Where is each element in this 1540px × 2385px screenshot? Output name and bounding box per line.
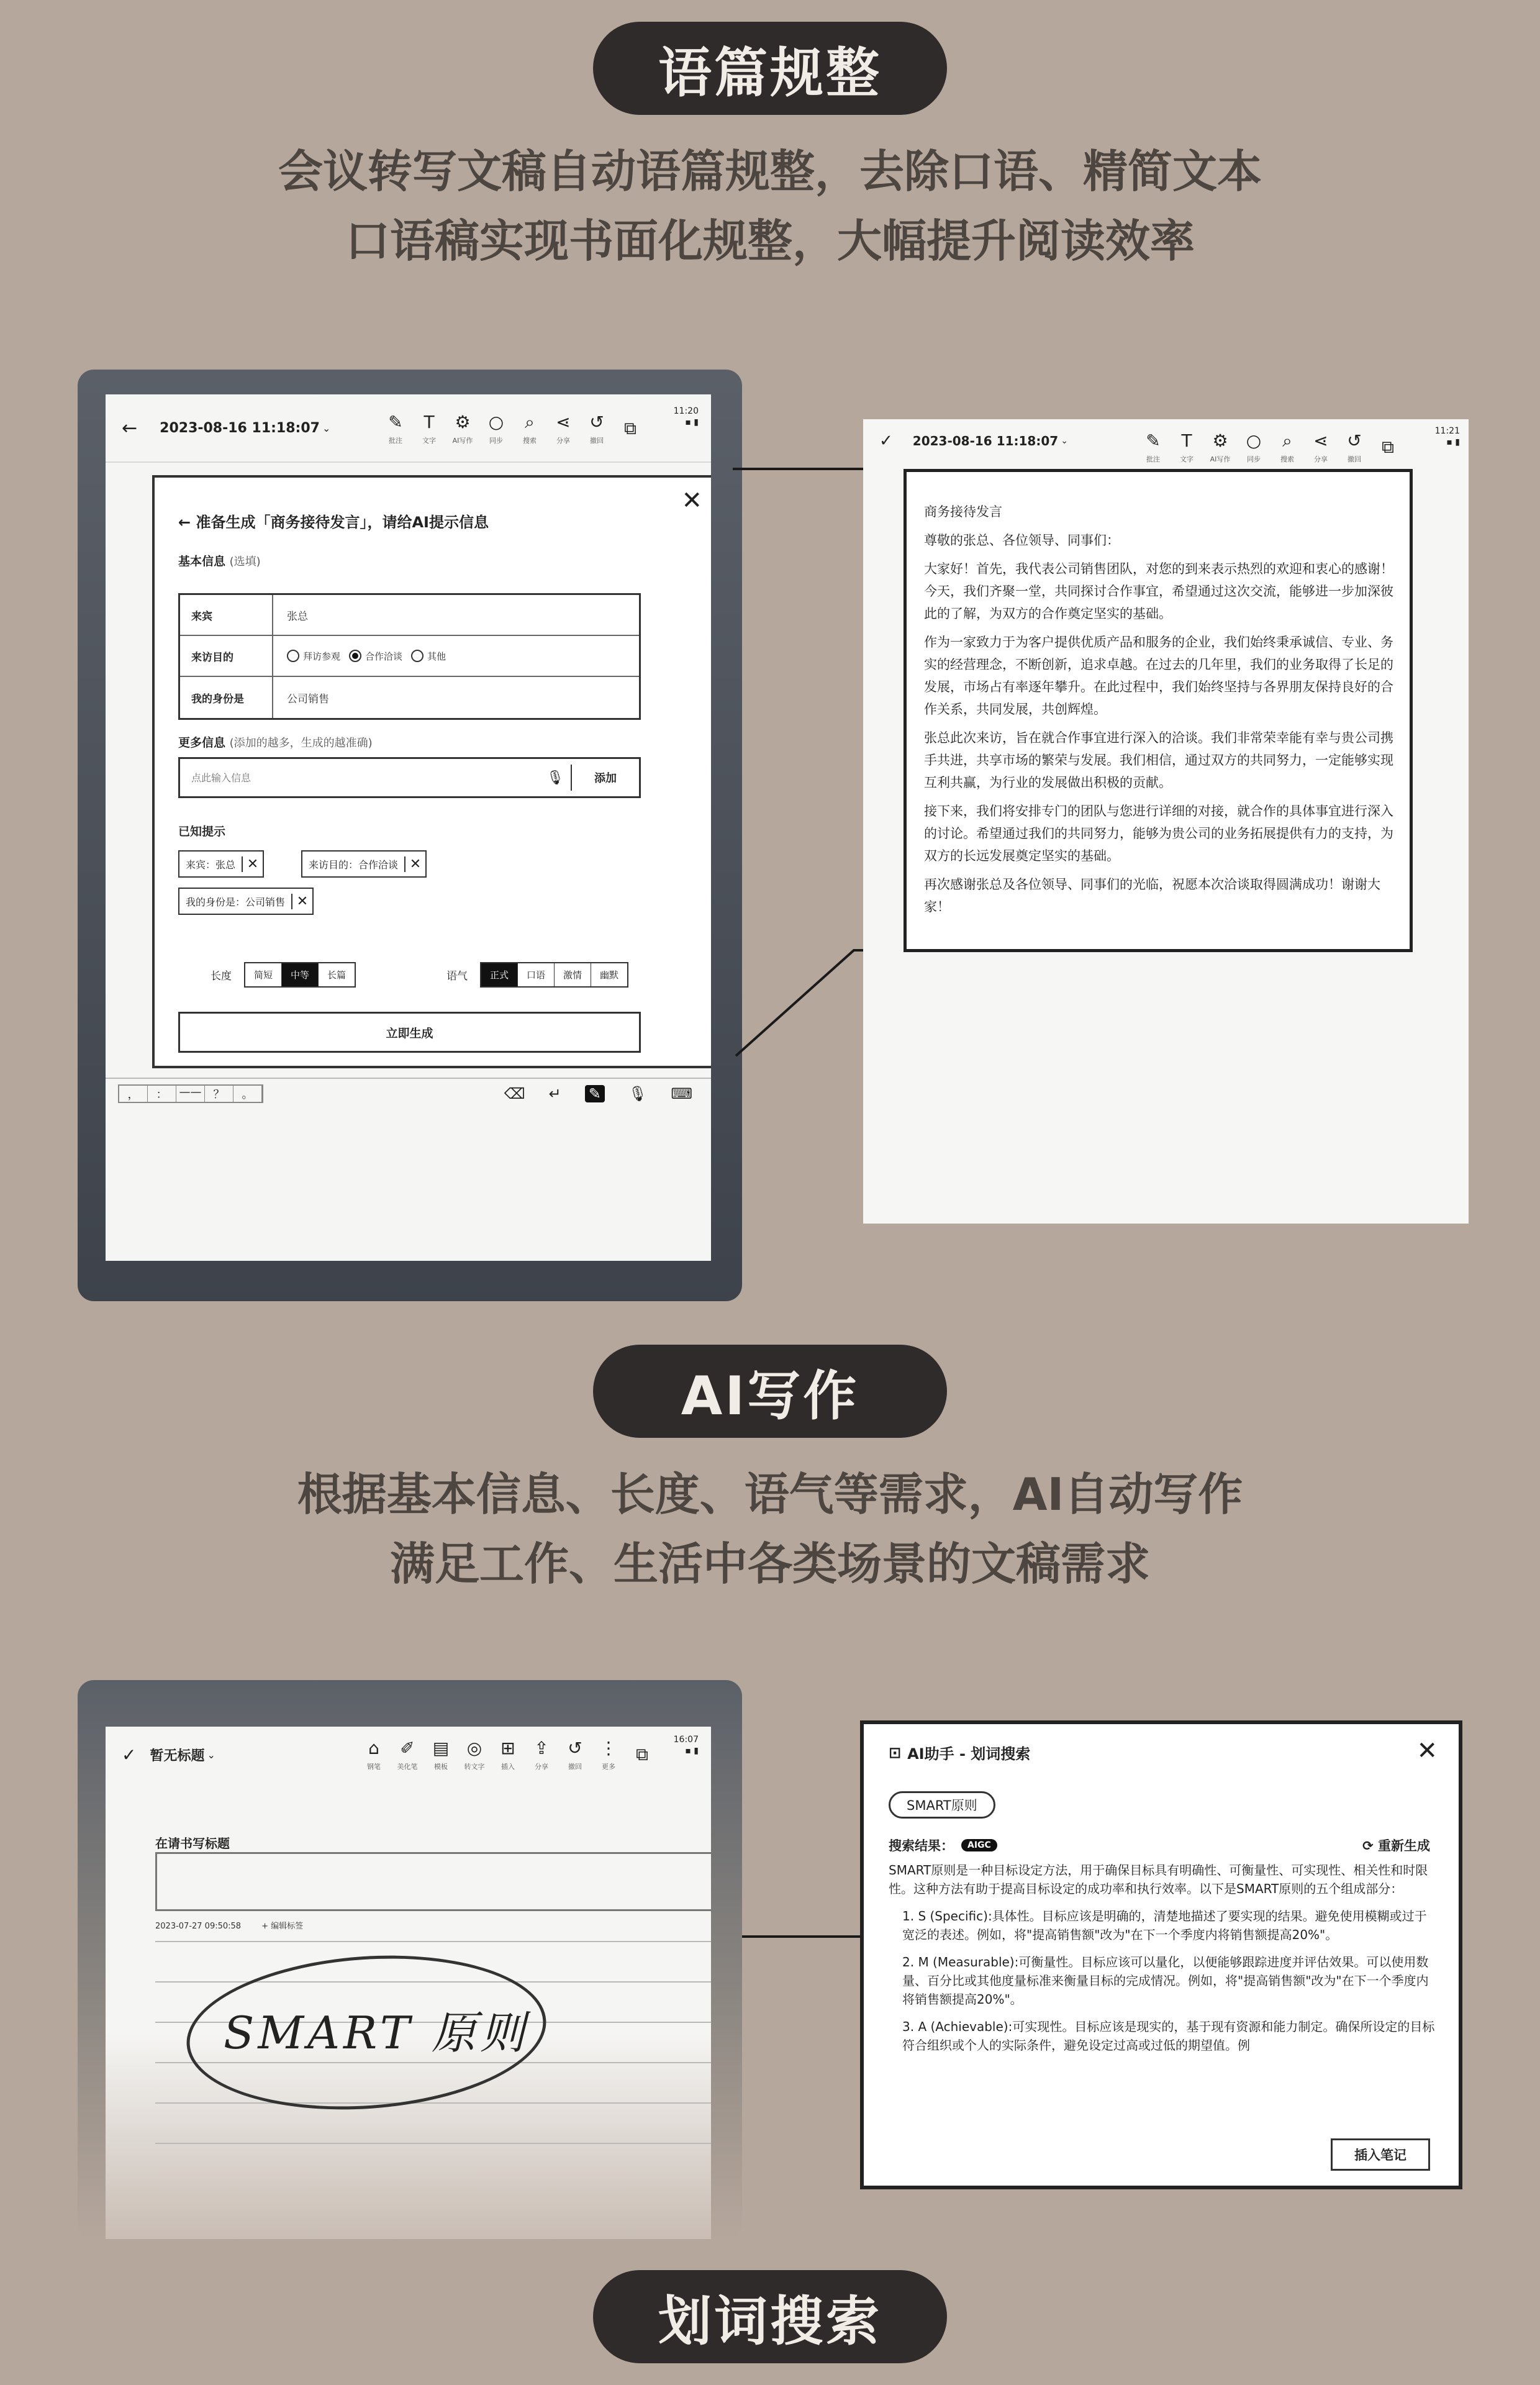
segment-option[interactable]: 中等 [282, 963, 319, 986]
table-row [180, 636, 639, 677]
close-icon[interactable]: ✕ [681, 486, 702, 515]
toolbar-button[interactable] [1270, 419, 1304, 475]
input-icons [504, 1085, 692, 1102]
ruled-line [155, 1941, 711, 1942]
ruled-line [155, 2143, 711, 2144]
tool-icon: ⌕ [1282, 430, 1292, 451]
section-subtitle-2: 口语稿实现书面化规整，大幅提升阅读效率 [345, 215, 1195, 267]
handwriting-text[interactable]: SMART 原则 [224, 2007, 528, 2059]
pen-icon[interactable]: ✎ [585, 1085, 605, 1102]
chevron-down-icon[interactable]: ⌄ [207, 1748, 215, 1761]
punctuation-key[interactable]: 。 [233, 1086, 262, 1102]
back-arrow-icon[interactable]: ← [122, 417, 138, 439]
remove-chip-icon[interactable]: ✕ [291, 894, 312, 909]
punctuation-key[interactable]: ： [148, 1086, 176, 1102]
panel-title: ⊡ AI助手 - 划词搜索 [889, 1743, 1031, 1763]
regenerate-button[interactable]: ⟳ 重新生成 [1362, 1838, 1430, 1853]
field-key: 来访目的 [180, 636, 273, 676]
tool-icon: ◎ [466, 1738, 482, 1758]
tool-label: 撤回 [568, 1763, 582, 1771]
toolbar-button[interactable] [379, 401, 412, 457]
tool-label: 撤回 [1348, 455, 1361, 463]
status-clock: 16:07 ▪ ▮ [673, 1735, 699, 1756]
note-date[interactable]: 2023-08-16 11:18:07 [160, 420, 320, 436]
more-info-label: 更多信息 (添加的越多，生成的越准确) [178, 736, 373, 750]
check-icon[interactable]: ✓ [879, 432, 893, 450]
result-paragraph: 1. S (Specific):具体性。目标应该是明确的，清楚地描述了要实现的结果。避免使用模糊或过于宽泛的表述。例如，将"提高销售额"改为"在下一个季度内将销售额提高20%"。 [902, 1909, 1427, 1942]
aigc-badge: AIGC [961, 1839, 997, 1851]
close-icon[interactable]: ✕ [1416, 1737, 1438, 1765]
tool-label: AI写作 [1210, 455, 1231, 463]
tool-icon: ⋖ [556, 412, 571, 432]
tool-icon: T [1181, 430, 1192, 451]
segment-option[interactable]: 激情 [555, 963, 591, 986]
title-input-box[interactable] [155, 1852, 711, 1911]
tool-label: 同步 [489, 437, 503, 445]
section-title-word-search: 划词搜索 [593, 2270, 947, 2363]
field-key: 来宾 [180, 595, 273, 635]
note-meta: 2023-07-27 09:50:58 + 编辑标签 [155, 1922, 304, 1931]
basic-info-table [178, 593, 641, 720]
segment-option[interactable]: 简短 [245, 963, 282, 986]
generate-button[interactable]: 立即生成 [178, 1012, 641, 1053]
tool-icon: ⌂ [368, 1738, 379, 1758]
tool-label: 转文字 [464, 1763, 485, 1771]
tool-label: 分享 [1314, 455, 1328, 463]
identity-field[interactable]: 公司销售 [287, 693, 329, 706]
toolbar-button[interactable] [424, 1727, 458, 1783]
result-paragraph: SMART原则是一种目标设定方法，用于确保目标具有明确性、可衡量性、可实现性、相关性和时限性。这种方法有助于提高目标设定的成功率和执行效率。以下是SMART原则的五个组成部分： [889, 1863, 1428, 1896]
toolbar-button[interactable] [592, 1727, 625, 1783]
toolbar-button[interactable] [580, 401, 614, 457]
page-view-icon[interactable]: ⧉ [1382, 437, 1394, 457]
ai-assistant-panel [860, 1720, 1462, 2189]
keyboard-icon[interactable]: ⌨ [671, 1085, 692, 1102]
device-screen [106, 1727, 711, 2239]
toolbar-button[interactable] [1338, 419, 1371, 475]
mic-icon[interactable]: 🎙 [628, 1085, 648, 1102]
chevron-down-icon[interactable]: ⌄ [1061, 436, 1068, 446]
toolbar [379, 401, 647, 457]
status-clock: 11:20 ▪ ▮ [673, 406, 699, 427]
toolbar-button[interactable] [391, 1727, 424, 1783]
tool-label: 插入 [501, 1763, 515, 1771]
ai-prompt-dialog [152, 475, 711, 1068]
input-toolbar [106, 1078, 711, 1109]
tool-icon: ○ [1246, 430, 1262, 451]
tone-selector [446, 962, 628, 988]
known-tips-label: 已知提示 [178, 825, 226, 838]
tool-label: 撤回 [590, 437, 604, 445]
insert-note-button[interactable]: 插入笔记 [1331, 2138, 1430, 2171]
document-paragraph: 再次感谢张总及各位领导、同事们的光临，祝愿本次洽谈取得圆满成功！谢谢大家！ [924, 877, 1380, 914]
tool-label: 更多 [602, 1763, 615, 1771]
toolbar-button[interactable] [558, 1727, 592, 1783]
tool-icon: ↺ [589, 412, 604, 432]
guest-field[interactable]: 张总 [287, 610, 308, 623]
document-paragraph: 商务接待发言 [924, 504, 1002, 519]
tool-label: 钢笔 [367, 1763, 381, 1771]
tool-icon: ⋖ [1313, 430, 1328, 451]
section-title-discourse: 语篇规整 [593, 22, 947, 115]
ruled-line [155, 2102, 711, 2104]
toolbar-button[interactable] [513, 401, 546, 457]
punctuation-key[interactable]: —— [176, 1086, 205, 1102]
edit-tag-link[interactable]: + 编辑标签 [261, 1922, 304, 1931]
document-paragraph: 大家好！首先，我代表公司销售团队，对您的到来表示热烈的欢迎和衷心的感谢！今天，我们齐聚一堂，共同探讨合作事宜，希望通过这次交流，能够进一步加深彼此的了解，为双方的合作奠定坚实的基础。 [924, 561, 1393, 621]
tool-label: 模板 [434, 1763, 448, 1771]
backspace-icon[interactable]: ⌫ [504, 1085, 525, 1102]
segment-option[interactable]: 口语 [518, 963, 555, 986]
tip-chip: 我的身份是：公司销售 ✕ [178, 888, 314, 915]
tool-icon: ⊞ [500, 1738, 515, 1758]
tool-label: 同步 [1247, 455, 1261, 463]
tool-icon: ⚙ [1212, 430, 1228, 451]
back-arrow-icon[interactable]: ← [178, 514, 196, 531]
tool-icon: ⋮ [600, 1738, 617, 1758]
result-paragraph: 2. M (Measurable):可衡量性。目标应该可以量化，以便能够跟踪进度并评估效果。可以使用数量、百分比或其他度量标准来衡量目标的完成情况。例如，将"提高销售额"改为"在下一个季度内将销售额提高20%"。 [902, 1955, 1429, 2007]
tool-label: 批注 [1146, 455, 1160, 463]
punctuation-bar [118, 1084, 263, 1103]
tool-label: 美化笔 [397, 1763, 418, 1771]
tone-segmented [480, 962, 628, 988]
toolbar-button[interactable] [479, 401, 513, 457]
tool-icon: ✐ [400, 1738, 415, 1758]
toolbar-button[interactable] [1170, 419, 1203, 475]
toolbar-button[interactable] [412, 401, 446, 457]
remove-chip-icon[interactable]: ✕ [404, 856, 425, 872]
tool-icon: ○ [488, 412, 504, 432]
enter-icon[interactable]: ↵ [548, 1085, 561, 1102]
tip-chip: 来访目的：合作洽谈 ✕ [301, 850, 427, 878]
generated-speech-panel [863, 419, 1469, 1224]
segment-option[interactable]: 幽默 [600, 970, 619, 981]
section-title-ai-writing: AI写作 [593, 1345, 947, 1438]
tool-icon: ↺ [568, 1738, 582, 1758]
tip-chip: 来宾：张总 ✕ [178, 850, 264, 878]
status-clock: 11:21 ▪ ▮ [1434, 426, 1460, 447]
punctuation-key[interactable]: ， [119, 1086, 148, 1102]
search-result-text[interactable] [889, 1861, 1435, 2134]
generated-document[interactable] [904, 469, 1413, 952]
tool-icon: ⇪ [534, 1738, 549, 1758]
result-label: 搜索结果： AIGC [889, 1836, 997, 1855]
length-label: 长度 [211, 970, 232, 983]
field-key: 我的身份是 [180, 677, 273, 718]
table-row [180, 677, 639, 718]
tool-icon: T [424, 412, 435, 432]
tool-label: 文字 [1180, 455, 1194, 463]
length-selector [211, 962, 356, 988]
mic-icon[interactable]: 🎙 [546, 770, 564, 786]
e-reader-device [78, 370, 742, 1301]
section-subtitle-3: 根据基本信息、长度、语气等需求，AI自动写作 [297, 1468, 1243, 1520]
purpose-radio-group [273, 636, 639, 676]
tool-label: 分享 [556, 437, 570, 445]
tool-icon: ✎ [388, 412, 403, 432]
toolbar-button[interactable] [491, 1727, 525, 1783]
tool-icon: ⌕ [525, 412, 535, 432]
title-prompt: 在请书写标题 [155, 1836, 230, 1851]
tool-icon: ▤ [432, 1738, 450, 1758]
radio-other[interactable]: 其他 [411, 650, 446, 663]
toolbar-button[interactable] [357, 1727, 391, 1783]
toolbar [357, 1727, 659, 1783]
document-paragraph: 作为一家致力于为客户提供优质产品和服务的企业，我们始终秉承诚信、专业、务实的经营理念，不断创新，追求卓越。在过去的几年里，我们的业务取得了长足的发展，市场占有率逐年攀升。在此过程中，我们始终坚持与各界朋友保持良好的合作关系，共同发展，共创辉煌。 [924, 635, 1393, 717]
toolbar-button[interactable] [1237, 419, 1270, 475]
tool-label: 搜索 [523, 437, 537, 445]
check-icon[interactable]: ✓ [122, 1744, 137, 1765]
toolbar [1136, 419, 1405, 475]
chevron-down-icon[interactable]: ⌄ [322, 422, 331, 434]
tool-label: 搜索 [1280, 455, 1294, 463]
more-info-input-row [178, 757, 641, 798]
table-row [180, 595, 639, 636]
tool-label: 分享 [535, 1763, 548, 1771]
segment-option[interactable]: 正式 [481, 963, 518, 986]
refresh-icon: ⟳ [1362, 1838, 1374, 1853]
add-button[interactable]: 添加 [571, 765, 639, 791]
section-subtitle-1: 会议转写文稿自动语篇规整，去除口语、精简文本 [278, 145, 1262, 198]
remove-chip-icon[interactable]: ✕ [242, 856, 263, 872]
radio-visit[interactable]: 拜访参观 [287, 650, 340, 663]
toolbar-button[interactable] [1304, 419, 1338, 475]
toolbar-button[interactable] [1136, 419, 1170, 475]
section-subtitle-4: 满足工作、生活中各类场景的文稿需求 [389, 1538, 1150, 1590]
query-chip[interactable]: SMART原则 [889, 1791, 995, 1819]
toolbar-button[interactable] [446, 401, 479, 457]
document-paragraph: 接下来，我们将安排专门的团队与您进行详细的对接，就合作的具体事宜进行深入的讨论。希望通过我们的共同努力，能够为贵公司的业务拓展提供有力的支持，为双方的长远发展奠定坚实的基础。 [924, 804, 1393, 863]
note-date[interactable]: 2023-08-16 11:18:07 [912, 434, 1059, 448]
tool-icon: ↺ [1347, 430, 1362, 451]
radio-cooperation[interactable]: 合作洽谈 [349, 650, 402, 663]
toolbar-button[interactable] [1203, 419, 1237, 475]
basic-info-label: 基本信息 (选填) [178, 555, 261, 568]
tool-label: AI写作 [452, 437, 473, 445]
device-screen [106, 394, 711, 1261]
page-view-icon[interactable]: ⧉ [636, 1744, 648, 1765]
note-title[interactable]: 暂无标题 [150, 1748, 205, 1764]
tool-icon: ⚙ [455, 412, 471, 432]
tool-label: 文字 [422, 437, 436, 445]
page-view-icon[interactable]: ⧉ [624, 418, 636, 438]
more-info-input[interactable] [180, 759, 540, 796]
e-reader-device [78, 1680, 742, 2239]
tool-icon: ✎ [1146, 430, 1161, 451]
document-paragraph: 尊敬的张总、各位领导、同事们： [924, 533, 1120, 548]
toolbar-button[interactable] [458, 1727, 491, 1783]
ai-assistant-icon: ⊡ [889, 1743, 902, 1761]
tool-label: 批注 [389, 437, 402, 445]
result-paragraph: 3. A (Achievable):可实现性。目标应该是现实的，基于现有资源和能力制定。确保所设定的目标符合组织或个人的实际条件，避免设定过高或过低的期望值。例 [902, 2019, 1435, 2053]
toolbar-button[interactable] [546, 401, 580, 457]
dialog-title: ← 准备生成「商务接待发言」，请给AI提示信息 [178, 514, 489, 531]
toolbar-button[interactable] [525, 1727, 558, 1783]
segment-option[interactable]: 长篇 [327, 970, 346, 981]
document-paragraph: 张总此次来访，旨在就合作事宜进行深入的洽谈。我们非常荣幸能有幸与贵公司携手共进，共享市场的繁荣与发展。我们相信，通过双方的共同努力，一定能够实现互利共赢，为行业的发展做出积极的贡献。 [924, 730, 1393, 790]
tone-label: 语气 [446, 970, 468, 983]
length-segmented [244, 962, 356, 988]
punctuation-key[interactable]: ？ [205, 1086, 233, 1102]
